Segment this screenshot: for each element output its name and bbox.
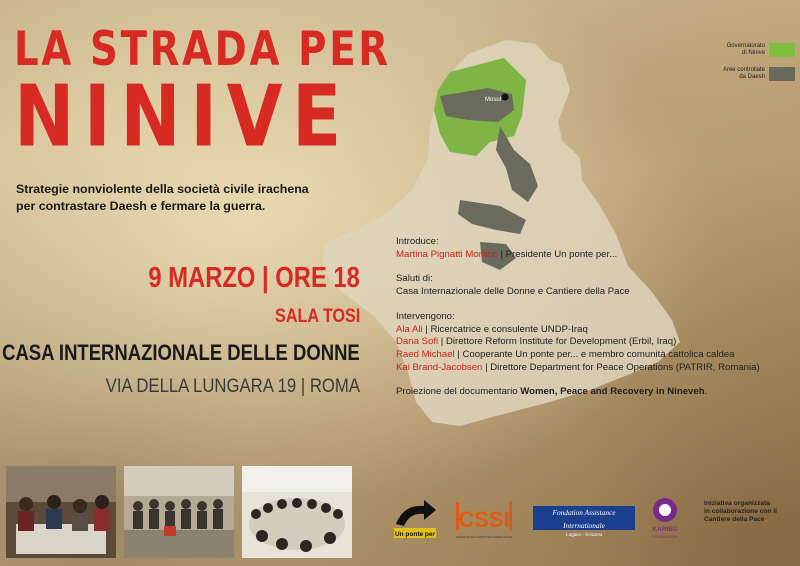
screening-prefix: Proiezione del documentario xyxy=(396,386,521,398)
event-address: VIA DELLA LUNGARA 19 | ROMA xyxy=(105,376,360,397)
speaker-name: Raed Michael xyxy=(396,348,455,360)
screening-line: Proiezione del documentario Women, Peace and Recovery in Nineveh. xyxy=(396,386,708,398)
title-line-2: NINIVE xyxy=(14,66,351,166)
un-ponte-per-logo xyxy=(390,496,440,542)
title-line-1: LA STRADA PER xyxy=(14,21,391,77)
fondation-assistance-logo xyxy=(533,506,635,538)
legend-item-ninive xyxy=(700,38,795,62)
subtitle-line-1: Strategie nonviolente della società civile irachena xyxy=(16,182,309,196)
initiative-line-3: Cantiere della Pace xyxy=(704,516,765,523)
intro-line xyxy=(396,249,796,262)
mosul-marker xyxy=(502,94,509,101)
initiative-line-2: in collaborazione con il xyxy=(704,508,777,515)
legend-label-line1: Aree controllate xyxy=(722,67,765,73)
program xyxy=(396,236,796,399)
photo-strip xyxy=(6,466,352,558)
intro-heading: Introduce: xyxy=(396,236,439,247)
group-at-table-photo xyxy=(6,466,116,558)
legend-swatch-daesh xyxy=(769,67,795,81)
speaker-name: Kai Brand-Jacobsen xyxy=(396,361,483,373)
circle-meeting-photo xyxy=(242,466,352,558)
greetings-heading: Saluti di: xyxy=(396,273,433,285)
speakers-heading: Intervengono: xyxy=(396,310,455,322)
speaker-role: | Ricercatrice e consulente UNDP-Iraq xyxy=(422,323,588,335)
karibu-text: KARIBU xyxy=(652,526,678,533)
speaker-role: | Cooperante Un ponte per... e membro comunità cattolica caldea xyxy=(454,348,735,360)
map-legend xyxy=(700,38,795,86)
legend-label-line1: Governatorato xyxy=(726,43,765,49)
speaker-role: | Direttore Department for Peace Operations (PATRIR, Romania) xyxy=(482,361,760,373)
subtitle-line-2: per contrastare Daesh e fermare la guerra. xyxy=(16,199,266,213)
group-outdoor-photo xyxy=(124,466,234,558)
cssi-logo xyxy=(454,496,514,542)
screening-title: Women, Peace and Recovery in Nineveh xyxy=(520,386,705,398)
karibu-subtext: FOUNDATION xyxy=(651,534,679,539)
legend-swatch-ninive xyxy=(769,43,795,57)
cssi-subtext: CENTRO STUDI E SERVIZI PER L'INTERCULTURA xyxy=(455,536,513,539)
event-venue: CASA INTERNAZIONALE DELLE DONNE xyxy=(2,340,360,365)
event-hall: SALA TOSI xyxy=(274,306,360,327)
speaker-line xyxy=(396,336,796,349)
intro-role: | Presidente Un ponte per... xyxy=(497,248,618,260)
speaker-line xyxy=(396,349,796,362)
event-date: 9 MARZO | ORE 18 xyxy=(148,262,360,294)
speaker-name: Dana Sofi xyxy=(396,336,439,348)
initiative-line-1: Iniziativa organizzata xyxy=(704,500,770,507)
karibu-foundation-logo xyxy=(650,496,680,542)
greetings-text: Casa Internazionale delle Donne e Cantiere della Pace xyxy=(396,286,630,298)
speaker-role: | Direttore Reform Institute for Development (Erbil, Iraq) xyxy=(438,336,677,348)
legend-label-line2: di Ninive xyxy=(741,50,765,56)
mosul-label: Mosul xyxy=(485,97,502,103)
initiative-note xyxy=(704,500,796,524)
fondation-assistance-text: Fondation Assistance Internationale xyxy=(552,508,616,530)
speaker-line xyxy=(396,324,796,337)
cssi-text: CSSI xyxy=(458,507,510,532)
fondation-assistance-subtext: Lugano - Svizzera xyxy=(565,533,603,538)
speaker-line xyxy=(396,362,796,375)
speaker-name: Ala Ali xyxy=(396,323,423,335)
legend-label-line2: da Daesh xyxy=(739,74,765,80)
legend-item-daesh xyxy=(700,62,795,86)
intro-name: Martina Pignatti Morano xyxy=(396,248,498,260)
un-ponte-per-text: Un ponte per xyxy=(394,531,436,538)
